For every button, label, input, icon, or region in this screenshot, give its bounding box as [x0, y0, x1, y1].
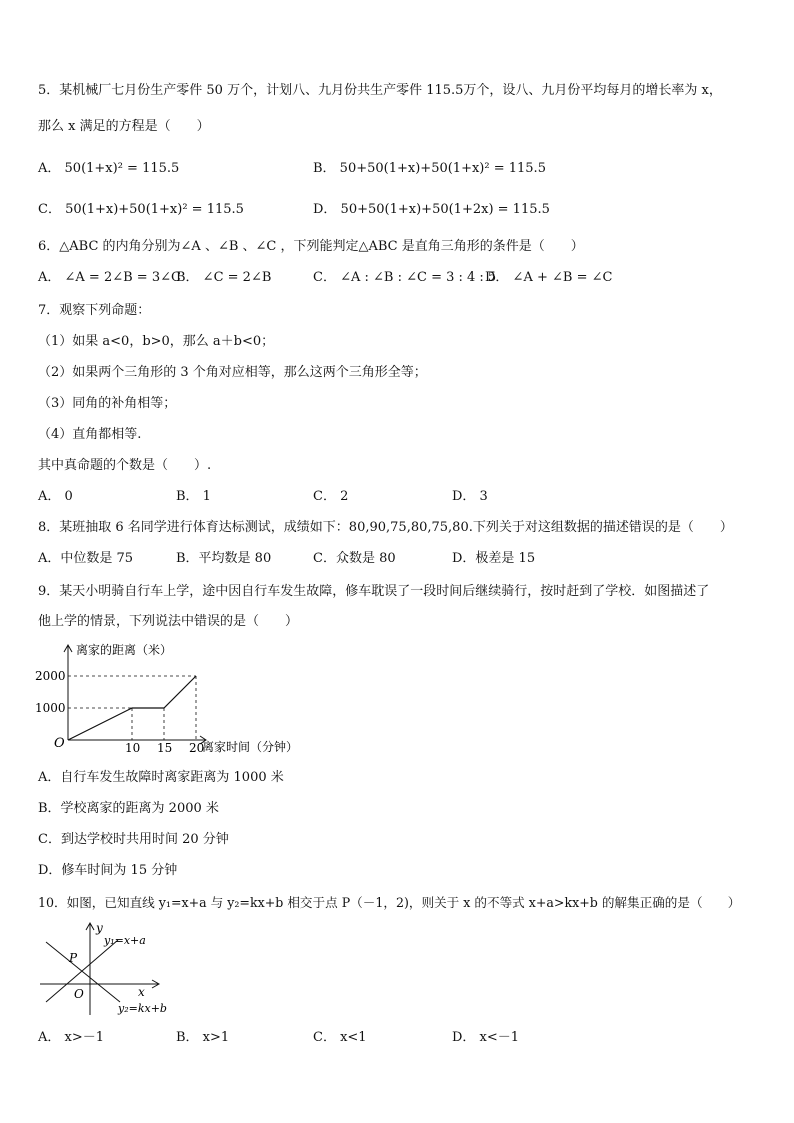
q10-stem: 10．如图，已知直线 y₁=x+a 与 y₂=kx+b 相交于点 P（－1，2)，则关于 x 的不等式 x+a>kx+b 的解集正确的是（ ）: [38, 895, 741, 910]
q10-option-a: A． x>－1: [38, 1030, 105, 1045]
q9-x-tick-label: 10: [125, 741, 141, 755]
q7-item-4: （4）直角都相等.: [38, 427, 142, 442]
q10-point-p-label: P: [69, 951, 78, 965]
q6-option-c: C． ∠A : ∠B : ∠C = 3 : 4 : 5: [313, 270, 497, 285]
q8-option-d: D．极差是 15: [452, 551, 536, 566]
q9-ylabel: 离家的距离（米）: [76, 643, 173, 657]
q5-option-a: A． 50(1+x)² = 115.5: [38, 161, 180, 176]
q8-option-a: A．中位数是 75: [38, 551, 134, 566]
q7-option-d: D． 3: [452, 489, 488, 504]
q5-option-b: B． 50+50(1+x)+50(1+x)² = 115.5: [313, 161, 546, 176]
q10-origin-label: O: [74, 987, 84, 1001]
q7-item-1: （1）如果 a<0，b>0，那么 a＋b<0；: [38, 334, 275, 349]
q6-option-a: A． ∠A = 2∠B = 3∠C: [38, 270, 181, 285]
q10-option-d: D． x<－1: [452, 1030, 520, 1045]
q8-option-b: B．平均数是 80: [176, 551, 272, 566]
q7-item-3: （3）同角的补角相等；: [38, 396, 177, 411]
q9-x-tick-label: 15: [157, 741, 173, 755]
q10-y-axis-label: y: [96, 921, 103, 935]
q10-line-y1-label: y₁=x+a: [104, 934, 146, 947]
q8-option-c: C．众数是 80: [313, 551, 396, 566]
q5-stem-line2: 那么 x 满足的方程是（ ）: [38, 119, 210, 134]
q10-option-b: B． x>1: [176, 1030, 230, 1045]
q7-stem: 7．观察下列命题：: [38, 303, 151, 318]
q7-option-b: B． 1: [176, 489, 211, 504]
q5-option-c: C． 50(1+x)+50(1+x)² = 115.5: [38, 202, 244, 217]
q6-option-b: B． ∠C = 2∠B: [176, 270, 272, 285]
q9-option-a: A．自行车发生故障时离家距离为 1000 米: [38, 770, 284, 785]
q9-distance-time-chart: [30, 640, 330, 760]
q9-stem-line1: 9．某天小明骑自行车上学，途中因自行车发生故障，修车耽误了一段时间后继续骑行，按时赶到了学校．如图描述了: [38, 584, 710, 599]
q9-x-tick-label: 20: [189, 741, 205, 755]
q9-origin-label: O: [54, 736, 65, 751]
q9-y-tick-label: 2000: [35, 669, 66, 683]
q6-stem: 6．△ABC 的内角分别为∠A 、∠B 、∠C ，下列能判定△ABC 是直角三角形的条件是（ ）: [38, 239, 584, 254]
q9-option-b: B．学校离家的距离为 2000 米: [38, 801, 219, 816]
q5-stem-line1: 5．某机械厂七月份生产零件 50 万个，计划八、九月份共生产零件 115.5万个，设八、九月份平均每月的增长率为 x，: [38, 83, 722, 98]
q9-stem-line2: 他上学的情景，下列说法中错误的是（ ）: [38, 614, 299, 629]
q8-stem: 8．某班抽取 6 名同学进行体育达标测试，成绩如下：80,90,75,80,75,80.下列关于对这组数据的描述错误的是（ ）: [38, 520, 733, 535]
q10-line-intersection-figure: [38, 920, 188, 1020]
q7-item-2: （2）如果两个三角形的 3 个角对应相等，那么这两个三角形全等；: [38, 365, 427, 380]
q9-xlabel: 离家时间（分钟）: [202, 740, 299, 754]
q9-option-d: D．修车时间为 15 分钟: [38, 863, 178, 878]
q10-option-c: C． x<1: [313, 1030, 367, 1045]
q6-option-d: D． ∠A + ∠B = ∠C: [485, 270, 613, 285]
q9-option-c: C．到达学校时共用时间 20 分钟: [38, 832, 229, 847]
q9-y-tick-label: 1000: [35, 701, 66, 715]
q7-question: 其中真命题的个数是（ ）.: [38, 458, 212, 473]
q10-line-y2-label: y₂=kx+b: [118, 1002, 167, 1015]
q7-option-a: A． 0: [38, 489, 73, 504]
q7-option-c: C． 2: [313, 489, 349, 504]
q5-option-d: D． 50+50(1+x)+50(1+2x) = 115.5: [313, 202, 550, 217]
q10-x-axis-label: x: [138, 985, 145, 999]
